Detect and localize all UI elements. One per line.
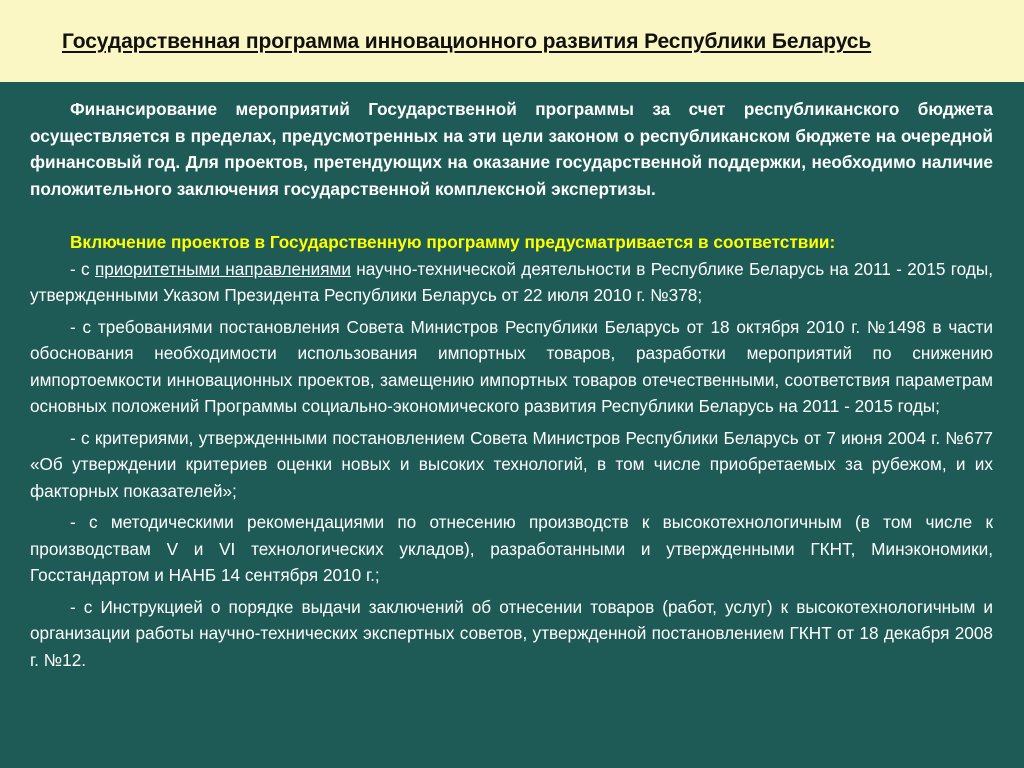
list-item-priority-directions (30, 256, 993, 309)
list-item: - с методическими рекомендациями по отнесению производств к высокотехнологичным (в том числе к производствам V и VI технологических укладов), разработанными и утвержденными ГКНТ, Минэкономики, Госстандартом и НАНБ 14 сентября 2010 г.; (30, 512, 993, 585)
slide-title: Государственная программа инновационного развития Республики Беларусь (62, 30, 872, 53)
list-item-text: научно-технической деятельности в Республике Беларусь на 2011 - 2015 годы, утвержденными Указом Президента Республики Беларусь от 22 июля 2010 г. №378; (30, 258, 993, 305)
list-item-prefix: - с (70, 258, 95, 279)
list-item: - с критериями, утвержденными постановлением Совета Министров Республики Беларусь от 7 июня 2004 г. №677 «Об утверждении критериев оценки новых и высоких технологий, в том числе приобретаемых за рубежом, и их факторных показателей»; (30, 427, 993, 501)
slide-content (30, 96, 993, 673)
subheading: Включение проектов в Государственную программу предусматривается в соответствии: (70, 232, 836, 252)
priority-directions-link[interactable]: приоритетными направлениями (94, 258, 351, 279)
header-band (0, 0, 1024, 82)
intro-paragraph: Финансирование мероприятий Государственной программы за счет республиканского бюджета осуществляется в пределах, предусмотренных на эти цели законом о республиканском бюджете на очередной финансовый год. Для проектов, претендующих на оказание государственной поддержки, необходимо наличие положительного заключения государственной комплексной экспертизы. (30, 99, 993, 199)
list-item: - с требованиями постановления Совета Министров Республики Беларусь от 18 октября 2010 г. №1498 в части обоснования необходимости использования импортных товаров, разработки мероприятий по снижению импортоемкости инновационных проектов, замещению импортных товаров отечественными, соответствия параметрам основных положений Программы социально-экономического развития Республики Беларусь на 2011 - 2015 годы; (30, 316, 993, 416)
list-item: - с Инструкцией о порядке выдачи заключений об отнесении товаров (работ, услуг) к высокотехнологичным и организации работы научно-технических экспертных советов, утвержденной постановлением ГКНТ от 18 декабря 2008 г. №12. (30, 596, 993, 670)
